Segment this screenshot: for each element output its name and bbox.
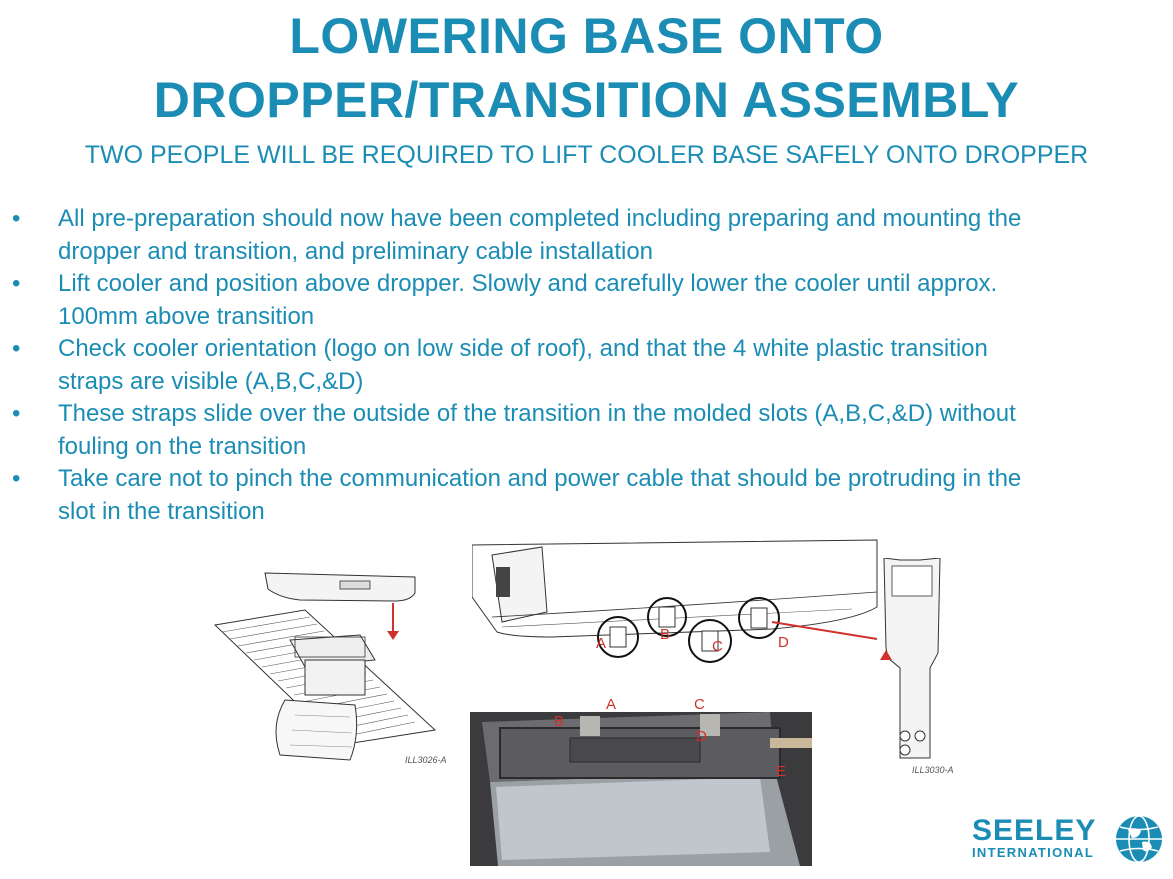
list-item-text: All pre-preparation should now have been completed including preparing and mounting the bbox=[58, 205, 1022, 232]
callout-a: A bbox=[596, 635, 607, 652]
strap-callout-illustration bbox=[472, 537, 880, 667]
list-item-text: Take care not to pinch the communication and power cable that should be protruding in the bbox=[58, 465, 1022, 492]
seeley-logo bbox=[968, 812, 1168, 868]
callout-d: D bbox=[778, 634, 789, 651]
strap-detail-illustration bbox=[880, 558, 960, 778]
photo-label-b: B bbox=[554, 713, 565, 730]
instruction-list bbox=[0, 203, 1173, 528]
bullet-marker: • bbox=[12, 465, 21, 492]
bullet-marker: • bbox=[12, 335, 21, 362]
dropper-roof-illustration bbox=[210, 565, 450, 770]
bullet-marker: • bbox=[12, 270, 21, 297]
callout-c: C bbox=[712, 638, 723, 655]
photo-label-d: D bbox=[696, 728, 707, 745]
list-item-text: Lift cooler and position above dropper. Slowly and carefully lower the cooler until approx. bbox=[58, 270, 998, 297]
list-item bbox=[0, 268, 1173, 333]
photo-label-a: A bbox=[606, 696, 617, 713]
list-item bbox=[0, 203, 1173, 268]
list-item-text: 100mm above transition bbox=[58, 302, 315, 330]
photo-label-c: C bbox=[694, 696, 705, 713]
list-item bbox=[0, 463, 1173, 528]
list-item-text: slot in the transition bbox=[58, 497, 265, 525]
logo-name: SEELEY bbox=[972, 814, 1097, 847]
list-item-text: fouling on the transition bbox=[58, 432, 307, 460]
logo-subtitle: INTERNATIONAL bbox=[972, 845, 1095, 860]
list-item-text: dropper and transition, and preliminary cable installation bbox=[58, 237, 654, 265]
page-title-line-2: DROPPER/TRANSITION ASSEMBLY bbox=[153, 72, 1020, 128]
figure-code-left: ILL3026-A bbox=[405, 755, 447, 765]
list-item-text: straps are visible (A,B,C,&D) bbox=[58, 367, 364, 395]
figure-code-right: ILL3030-A bbox=[912, 765, 954, 775]
transition-photo bbox=[470, 692, 812, 866]
callout-b: B bbox=[660, 626, 671, 643]
list-item-text: Check cooler orientation (logo on low side of roof), and that the 4 white plastic transition bbox=[58, 335, 988, 362]
page-title-line-1: LOWERING BASE ONTO bbox=[289, 8, 884, 64]
bullet-marker: • bbox=[12, 400, 21, 427]
list-item-text: These straps slide over the outside of the transition in the molded slots (A,B,C,&D) without bbox=[58, 400, 1016, 427]
page-subtitle: TWO PEOPLE WILL BE REQUIRED TO LIFT COOLER BASE SAFELY ONTO DROPPER bbox=[84, 141, 1089, 169]
photo-label-e: E bbox=[776, 763, 787, 780]
globe-icon bbox=[1114, 814, 1164, 864]
list-item bbox=[0, 333, 1173, 398]
bullet-marker: • bbox=[12, 205, 21, 232]
list-item bbox=[0, 398, 1173, 463]
